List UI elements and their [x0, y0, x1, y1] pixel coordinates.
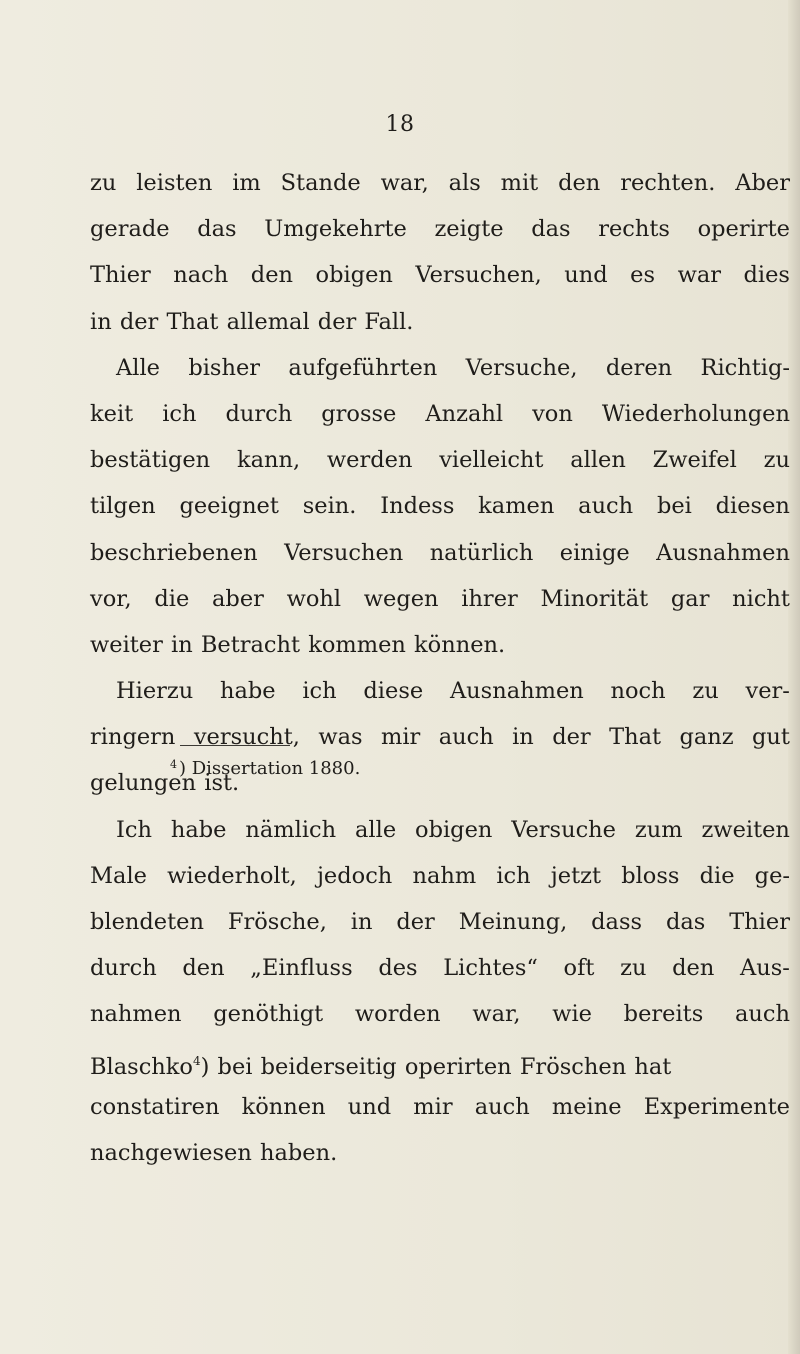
word: meine: [551, 1093, 622, 1120]
text-line: [90, 530, 790, 576]
word: gut: [752, 724, 790, 751]
word: Anzahl: [425, 400, 504, 427]
word: wohl: [286, 585, 342, 612]
word: Indess: [380, 493, 455, 520]
text-line-rest: bei beiderseitig operirten Fröschen hat: [217, 1053, 672, 1080]
footnote-mark: 4: [170, 758, 177, 771]
word: den: [182, 955, 225, 982]
word: aber: [212, 585, 264, 612]
word: ich: [496, 862, 531, 889]
text-line: [90, 345, 790, 391]
word: dass: [591, 909, 643, 935]
word: Experimente: [643, 1093, 790, 1120]
word: gerade: [90, 216, 170, 243]
word: rechten.: [620, 170, 716, 196]
word: Minorität: [540, 585, 649, 612]
word: noch: [610, 678, 666, 705]
word: nahmen: [90, 1001, 182, 1028]
word: „Einfluss: [250, 955, 353, 982]
word: diesen: [715, 493, 790, 520]
word: oft: [563, 955, 595, 982]
word: blendeten: [90, 909, 204, 935]
text-line: [90, 483, 790, 529]
word: Versuche,: [465, 354, 578, 381]
word: versucht,: [193, 724, 300, 751]
word: Thier: [90, 262, 151, 289]
word: es: [630, 262, 656, 289]
word: Thier: [729, 909, 790, 935]
word: ringern: [90, 724, 176, 751]
word: habe: [170, 816, 227, 843]
word: Zweifel: [652, 447, 737, 474]
word: ich: [302, 678, 337, 705]
word: natürlich: [429, 539, 534, 566]
word: nicht: [732, 585, 790, 612]
word: wiederholt,: [167, 862, 297, 889]
word: nach: [173, 262, 229, 289]
text-line: [90, 160, 790, 206]
word: deren: [605, 354, 673, 381]
text-line: [90, 945, 790, 991]
word: Versuchen,: [415, 262, 542, 289]
word: Umgekehrte: [264, 216, 407, 243]
word: tilgen: [90, 493, 156, 520]
word: Aber: [735, 170, 790, 196]
word: vor,: [90, 585, 132, 612]
word: können: [241, 1093, 326, 1120]
word: bisher: [188, 354, 261, 381]
word: rechts: [598, 216, 670, 243]
word: das: [197, 216, 237, 243]
word: That: [609, 724, 662, 751]
word: Versuchen: [284, 539, 404, 566]
word: ganz: [679, 724, 734, 751]
word: Lichtes“: [443, 955, 538, 982]
word: mir: [380, 724, 421, 751]
word: was: [318, 724, 363, 751]
word: der: [396, 909, 435, 935]
text-line: [90, 252, 790, 298]
word: Frösche,: [227, 909, 327, 935]
text-line: [90, 1084, 790, 1130]
word: den: [558, 170, 601, 196]
word: zum: [634, 816, 683, 843]
word: Ich: [116, 816, 152, 843]
word: bloss: [621, 862, 680, 889]
word: auch: [438, 724, 494, 751]
word: habe: [219, 678, 276, 705]
word: jedoch: [316, 862, 393, 889]
word: leisten: [136, 170, 213, 196]
word: genöthigt: [213, 1001, 324, 1028]
footnote-text: ) Dissertation 1880.: [179, 758, 361, 779]
word: aufgeführten: [288, 354, 438, 381]
word: Stande: [280, 170, 361, 196]
word: und: [347, 1093, 392, 1120]
word: ge-: [754, 862, 790, 889]
word: auch: [578, 493, 634, 520]
word: die: [699, 862, 735, 889]
text-line: [90, 899, 790, 945]
text-line: [90, 991, 790, 1037]
word: diese: [363, 678, 424, 705]
word: sein.: [302, 493, 357, 520]
word: das: [665, 909, 706, 935]
word: auch: [474, 1093, 530, 1120]
word: nahm: [412, 862, 477, 889]
word: auch: [734, 1001, 790, 1028]
word: durch: [225, 400, 293, 427]
word: den: [672, 955, 715, 982]
word: zu: [692, 678, 719, 705]
word: im: [232, 170, 261, 196]
word: mir: [413, 1093, 453, 1120]
word: wie: [552, 1001, 592, 1028]
word: ich: [162, 400, 197, 427]
text-line: [90, 1038, 790, 1084]
word: Richtig-: [700, 354, 790, 381]
word: bestätigen: [90, 447, 211, 474]
text-line: [90, 807, 790, 853]
word: mit: [500, 170, 539, 196]
footnote-reference-paren: ): [200, 1053, 210, 1080]
word: Alle: [116, 354, 160, 381]
text-line: [90, 853, 790, 899]
word: vielleicht: [439, 447, 544, 474]
text-line: [90, 437, 790, 483]
author-name: Blaschko: [90, 1053, 193, 1080]
word: wegen: [363, 585, 439, 612]
word: Aus-: [740, 955, 790, 982]
word: Male: [90, 862, 147, 889]
word: constatiren: [90, 1093, 220, 1120]
word: werden: [326, 447, 413, 474]
word: grosse: [321, 400, 397, 427]
word: des: [378, 955, 418, 982]
word: ver-: [745, 678, 790, 705]
word: geeignet: [179, 493, 279, 520]
text-line: gelungen ist.: [90, 770, 240, 797]
word: war,: [472, 1001, 521, 1028]
word: gar: [670, 585, 710, 612]
word: war,: [380, 170, 429, 196]
word: in: [350, 909, 373, 935]
text-line: weiter in Betracht kommen können.: [90, 631, 506, 658]
text-line: [90, 668, 790, 714]
word: das: [531, 216, 571, 243]
footnote-divider: [180, 745, 290, 746]
word: zu: [620, 955, 647, 982]
word: operirte: [697, 216, 790, 243]
word: alle: [355, 816, 397, 843]
word: kamen: [478, 493, 555, 520]
word: obigen: [415, 816, 493, 843]
word: Ausnahmen: [449, 678, 584, 705]
word: obigen: [315, 262, 393, 289]
word: Meinung,: [458, 909, 568, 935]
word: worden: [354, 1001, 441, 1028]
word: keit: [90, 400, 134, 427]
word: zweiten: [701, 816, 790, 843]
text-line: in der That allemal der Fall.: [90, 308, 414, 335]
word: beschriebenen: [90, 539, 258, 566]
text-line: [90, 206, 790, 252]
text-line: nachgewiesen haben.: [90, 1139, 338, 1166]
word: zu: [763, 447, 790, 474]
word: Versuche: [511, 816, 616, 843]
word: bereits: [623, 1001, 704, 1028]
word: in: [512, 724, 534, 751]
page-number: 18: [385, 112, 415, 137]
word: und: [564, 262, 608, 289]
word: Ausnahmen: [656, 539, 790, 566]
word: den: [250, 262, 294, 289]
word: jetzt: [550, 862, 602, 889]
word: ihrer: [461, 585, 518, 612]
word: Hierzu: [116, 678, 194, 705]
word: kann,: [236, 447, 301, 474]
word: von: [532, 400, 573, 427]
body-text: [90, 160, 790, 1176]
word: durch: [90, 955, 157, 982]
text-line: [90, 576, 790, 622]
footnote-reference: 4: [192, 1053, 201, 1068]
word: nämlich: [245, 816, 337, 843]
word: war: [677, 262, 721, 289]
word: einige: [559, 539, 630, 566]
word: der: [552, 724, 591, 751]
word: zu: [90, 170, 117, 196]
word: dies: [743, 262, 790, 289]
word: die: [154, 585, 190, 612]
word: Wiederholungen: [601, 400, 790, 427]
word: bei: [656, 493, 692, 520]
word: allen: [570, 447, 626, 474]
word: als: [448, 170, 481, 196]
word: zeigte: [434, 216, 504, 243]
footnote: [170, 752, 360, 782]
text-line: [90, 391, 790, 437]
